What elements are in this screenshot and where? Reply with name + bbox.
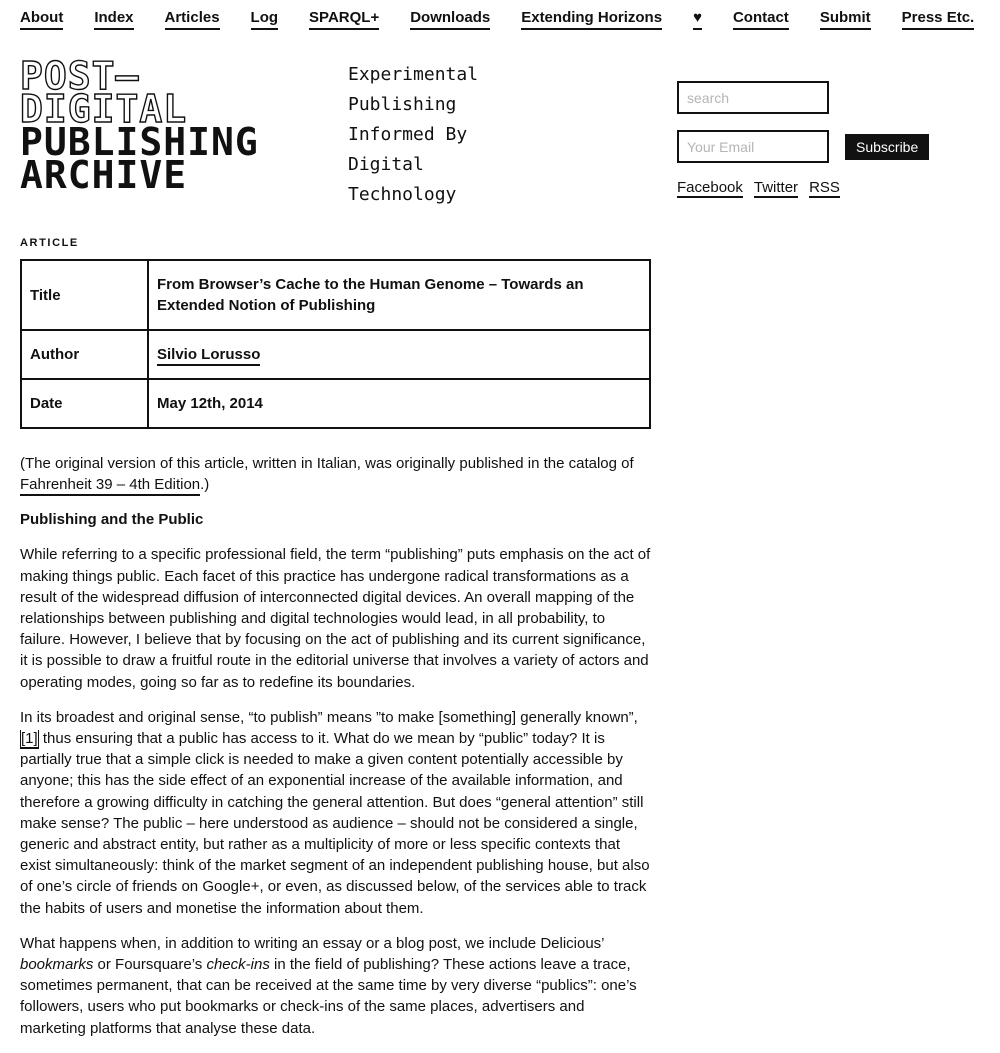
article-date: May 12th, 2014	[148, 379, 650, 428]
section-heading: Publishing and the Public	[20, 511, 204, 529]
nav-submit-link[interactable]: Submit	[820, 9, 871, 30]
tagline-line: Digital	[348, 154, 424, 175]
body-paragraph: While referring to a specific professional field, the term “publishing” puts emphasis on the act of making things public. Each facet of this practice has undergone radical transformations as a result of the widespread diffusion of interconnected digital devices. An overall mapping of the relationships between publishing and digital technologies would lead, in all probability, to failure. However, I believe that by focusing on the act of publishing and its current significance, it is possible to draw a fruitful route in the editorial universe that involves a variety of actors and operating modes, going so far as to redefine its boundaries.	[20, 546, 651, 691]
meta-key: Author	[21, 330, 148, 379]
site-logo[interactable]	[20, 54, 259, 197]
intro-text: (The original version of this article, written in Italian, was originally published in the catalog of	[20, 455, 634, 472]
logo-line-1: POST—	[20, 54, 140, 98]
table-row	[21, 379, 650, 428]
author-cell	[148, 330, 650, 379]
facebook-link[interactable]: Facebook	[677, 179, 743, 196]
nav-articles-link[interactable]: Articles	[165, 9, 220, 30]
tagline-line: Publishing	[348, 94, 457, 115]
paragraph-text: What happens when, in addition to writing an essay or a blog post, we include Delicious’	[20, 934, 604, 952]
paragraph-text: thus ensuring that a public has access to it. What do we mean by “public” today? It is partially true that a simple click is needed to make a given content potentially accessible by anyone; this has the side effect of an exponential increase of the available information, and therefore a growing difficulty in catching the general attention. But does “general attention” still make sense? The public – here understood as audience – should not be considered a single, generic and abstract entity, but rather as a multiplicity of more or less specific contexts that exist simultaneously: think of the market segment of an independent publishing house, but also of one’s circle of friends on Google+, or even, as discussed below, of the services able to track the habits of users and monetise the information about them.	[20, 730, 650, 917]
nav-sparql-link[interactable]: SPARQL+	[309, 9, 379, 30]
article-kind-label: ARTICLE	[20, 237, 79, 249]
table-row	[21, 330, 650, 379]
nav-about-link[interactable]: About	[20, 9, 63, 30]
rss-link[interactable]: RSS	[809, 179, 840, 196]
tagline-line: Experimental	[348, 64, 479, 85]
sidebar	[677, 81, 977, 198]
nav-downloads-link[interactable]: Downloads	[410, 9, 490, 30]
article-body	[20, 453, 652, 1053]
search-input[interactable]	[677, 81, 829, 114]
subscribe-form	[677, 130, 977, 163]
table-row	[21, 260, 650, 330]
tagline-line: Technology	[348, 184, 457, 205]
logo-line-2: DIGITAL	[20, 87, 188, 131]
nav-heart-link[interactable]: ♥	[693, 9, 702, 30]
intro-paragraph	[20, 453, 652, 495]
site-tagline	[348, 60, 518, 210]
nav-press-link[interactable]: Press Etc.	[902, 9, 975, 30]
meta-key: Date	[21, 379, 148, 428]
paragraph-text: or Foursquare’s	[93, 956, 207, 974]
fahrenheit-link[interactable]: Fahrenheit 39 – 4th Edition	[20, 476, 200, 496]
article-meta-table	[20, 259, 651, 429]
subscribe-button[interactable]: Subscribe	[845, 134, 929, 160]
top-nav	[20, 9, 980, 30]
emphasis-text: bookmarks	[20, 956, 94, 974]
body-paragraph	[20, 707, 652, 919]
twitter-link[interactable]: Twitter	[753, 179, 799, 196]
meta-key: Title	[21, 260, 148, 330]
footnote-link[interactable]: [1]	[21, 730, 38, 748]
author-link[interactable]: Silvio Lorusso	[157, 346, 260, 366]
nav-contact-link[interactable]: Contact	[733, 9, 789, 30]
tagline-line: Informed By	[348, 124, 468, 145]
nav-log-link[interactable]: Log	[251, 9, 279, 30]
logo-line-4: ARCHIVE	[20, 153, 188, 197]
email-field[interactable]	[677, 130, 829, 163]
body-paragraph	[20, 933, 652, 1039]
paragraph-text: in the field of publishing? These actions leave a trace, sometimes permanent, that can be received at the same time by very diverse “publics”: one’s followers, users who put bookmarks or check-ins of the same places, advertisers and marketing platforms that analyse these data.	[20, 956, 637, 1037]
logo-line-3: PUBLISHING	[20, 120, 259, 164]
article-title: From Browser’s Cache to the Human Genome – Towards an Extended Notion of Publishing	[148, 260, 650, 330]
intro-text-end: .)	[200, 476, 210, 494]
paragraph-text: In its broadest and original sense, “to publish” means ”to make [something] generally known”,	[20, 708, 638, 726]
social-links	[677, 179, 977, 198]
emphasis-text: check-ins	[206, 956, 270, 974]
nav-extending-horizons-link[interactable]: Extending Horizons	[521, 9, 662, 30]
nav-index-link[interactable]: Index	[94, 9, 133, 30]
